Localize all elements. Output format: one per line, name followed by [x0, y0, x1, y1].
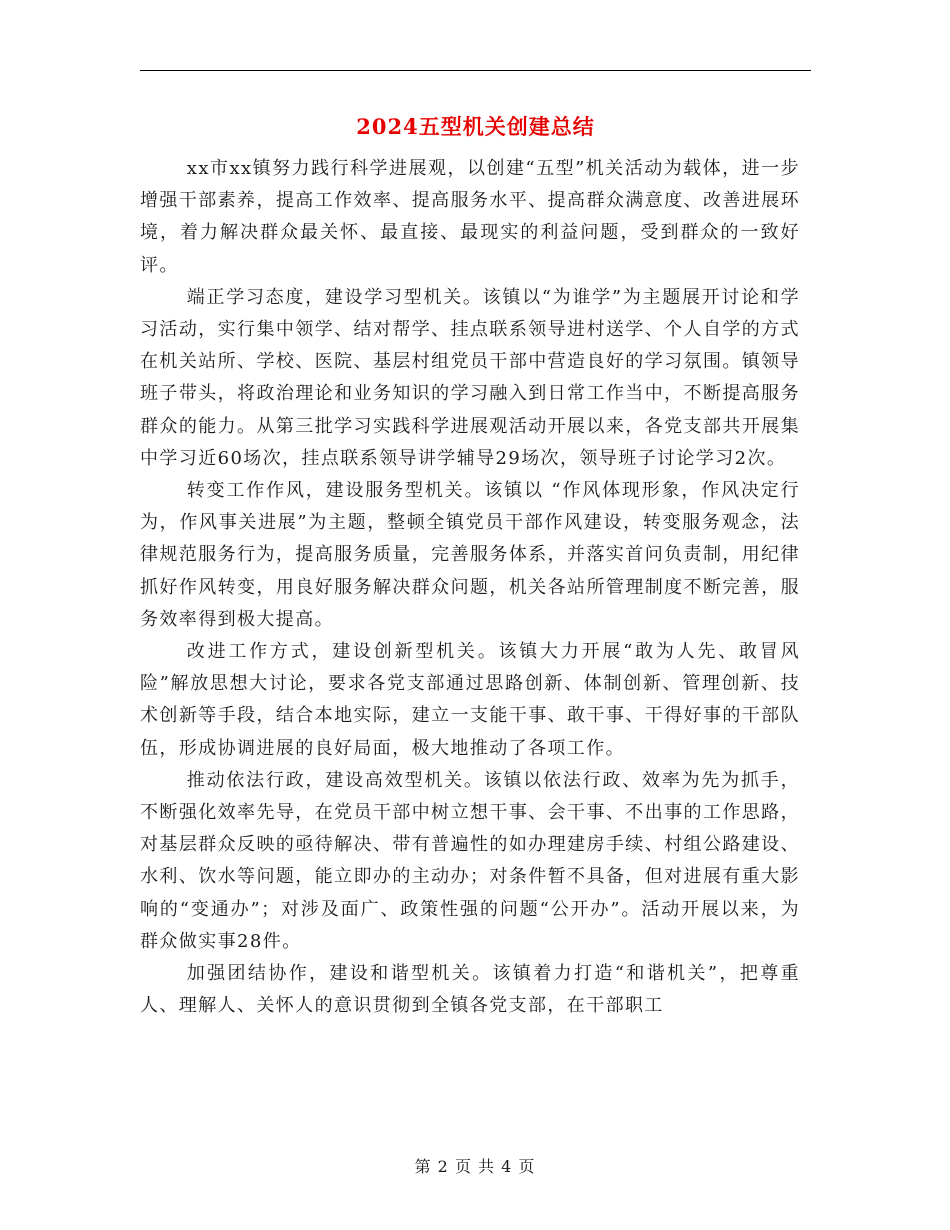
- paragraph-harmony-organ: 加强团结协作，建设和谐型机关。该镇着力打造“和谐机关”，把尊重人、理解人、关怀人的意识贯彻到全镇各党支部，在干部职工: [140, 963, 800, 1017]
- paragraph-innovation-organ: 改进工作方式，建设创新型机关。该镇大力开展“敢为人先、敢冒风险”解放思想大讨论，要求各党支部通过思路创新、体制创新、管理创新、技术创新等手段，结合本地实际，建立一支能干事、敢干事、干得好事的干部队伍，形成协调进展的良好局面，极大地推动了各项工作。: [140, 641, 800, 759]
- paragraph-service-organ: 转变工作作风，建设服务型机关。该镇以 “作风体现形象，作风决定行为，作风事关进展”为主题，整顿全镇党员干部作风建设，转变服务观念，法律规范服务行为，提高服务质量，完善服务体系，并落实首问负责制，用纪律抓好作风转变，用良好服务解决群众问题，机关各站所管理制度不断完善，服务效率得到极大提高。: [140, 480, 800, 630]
- document-title: 2024五型机关创建总结: [356, 114, 595, 139]
- paragraph-efficiency-organ: 推动依法行政，建设高效型机关。该镇以依法行政、效率为先为抓手，不断强化效率先导，在党员干部中树立想干事、会干事、不出事的工作思路，对基层群众反映的亟待解决、带有普遍性的如办理建房手续、村组公路建设、水利、饮水等问题，能立即办的主动办；对条件暂不具备，但对进展有重大影响的“变通办”；对涉及面广、政策性强的问题“公开办”。活动开展以来，为群众做实事28件。: [140, 769, 800, 952]
- header-rule: [140, 70, 811, 71]
- document-body: [140, 153, 800, 1022]
- page-number-footer: 第 2 页 共 4 页: [414, 1157, 536, 1176]
- paragraph-intro: xx市xx镇努力践行科学进展观，以创建“五型”机关活动为载体，进一步增强干部素养，提高工作效率、提高服务水平、提高群众满意度、改善进展环境，着力解决群众最关怀、最直接、最现实的利益问题，受到群众的一致好评。: [140, 158, 800, 276]
- paragraph-learning-organ: 端正学习态度，建设学习型机关。该镇以“为谁学”为主题展开讨论和学习活动，实行集中领学、结对帮学、挂点联系领导进村送学、个人自学的方式在机关站所、学校、医院、基层村组党员干部中营造良好的学习氛围。镇领导班子带头，将政治理论和业务知识的学习融入到日常工作当中，不断提高服务群众的能力。从第三批学习实践科学进展观活动开展以来，各党支部共开展集中学习近60场次，挂点联系领导讲学辅导29场次，领导班子讨论学习2次。: [140, 286, 800, 469]
